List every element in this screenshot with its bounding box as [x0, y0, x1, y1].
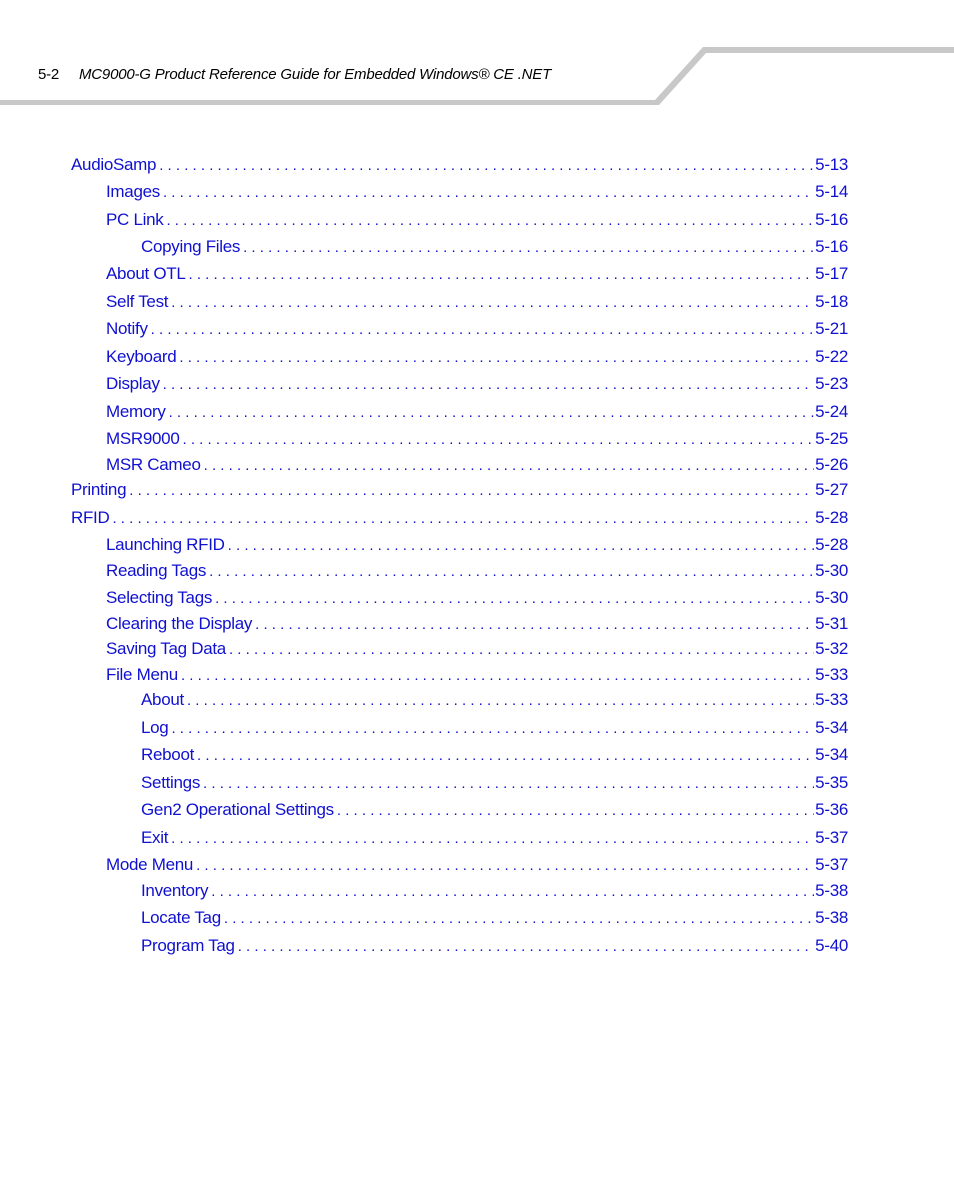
toc-entry-page: 5-38 — [815, 908, 848, 927]
toc-leader-dots — [169, 403, 815, 423]
toc-entry-label: Program Tag — [141, 936, 235, 955]
toc-entry-self-test[interactable] — [106, 292, 848, 313]
toc-entry-page: 5-33 — [815, 665, 848, 684]
header-page-number: 5-2 — [38, 66, 60, 83]
toc-entry-reading-tags[interactable] — [106, 561, 848, 582]
header-document-title: MC9000-G Product Reference Guide for Embedded Windows® CE .NET — [79, 66, 552, 83]
toc-leader-dots — [183, 430, 815, 450]
toc-entry-page: 5-37 — [815, 828, 848, 847]
toc-entry-copying-files[interactable] — [141, 237, 848, 258]
toc-entry-page: 5-32 — [815, 639, 848, 658]
toc-entry-label: Reboot — [141, 745, 195, 764]
toc-entry-label: AudioSamp — [71, 155, 157, 174]
toc-entry-label: Locate Tag — [141, 908, 221, 927]
toc-entry-label: Display — [106, 374, 160, 393]
toc-leader-dots — [238, 937, 814, 957]
toc-entry-launching-rfid[interactable] — [106, 535, 848, 556]
toc-leader-dots — [204, 456, 815, 476]
toc-entry-label: About — [141, 690, 184, 709]
toc-entry-about-otl[interactable] — [106, 264, 848, 285]
toc-entry-label: Log — [141, 718, 169, 737]
toc-entry-images[interactable] — [106, 182, 848, 203]
toc-leader-dots — [151, 320, 815, 340]
toc-entry-page: 5-27 — [815, 480, 848, 499]
toc-entry-keyboard[interactable] — [106, 347, 848, 368]
toc-entry-gen2-operational-settings[interactable] — [141, 800, 848, 821]
toc-entry-printing[interactable] — [71, 480, 848, 501]
toc-entry-label: Notify — [106, 319, 148, 338]
toc-entry-page: 5-28 — [815, 508, 848, 527]
toc-entry-label: Gen2 Operational Settings — [141, 800, 334, 819]
toc-entry-page: 5-30 — [815, 561, 848, 580]
toc-entry-page: 5-30 — [815, 588, 848, 607]
toc-leader-dots — [187, 691, 814, 711]
toc-entry-label: Inventory — [141, 881, 209, 900]
toc-entry-mode-menu[interactable] — [106, 855, 848, 876]
toc-leader-dots — [228, 536, 815, 556]
toc-entry-page: 5-28 — [815, 535, 848, 554]
toc-entry-rfid[interactable] — [71, 508, 848, 529]
toc-entry-pc-link[interactable] — [106, 210, 848, 231]
toc-entry-locate-tag[interactable] — [141, 908, 848, 929]
toc-leader-dots — [179, 348, 814, 368]
toc-leader-dots — [255, 615, 814, 635]
toc-entry-label: Exit — [141, 828, 169, 847]
toc-leader-dots — [171, 829, 814, 849]
running-header — [38, 66, 551, 83]
toc-entry-label: MSR9000 — [106, 429, 180, 448]
toc-leader-dots — [337, 801, 814, 821]
toc-leader-dots — [171, 293, 814, 313]
toc-leader-dots — [112, 509, 814, 529]
toc-entry-page: 5-25 — [815, 429, 848, 448]
toc-entry-program-tag[interactable] — [141, 936, 848, 957]
toc-entry-msr9000[interactable] — [106, 429, 848, 450]
toc-entry-saving-tag-data[interactable] — [106, 639, 848, 660]
toc-entry-log[interactable] — [141, 718, 848, 739]
toc-entry-label: Saving Tag Data — [106, 639, 226, 658]
toc-entry-label: Images — [106, 182, 160, 201]
toc-entry-page: 5-17 — [815, 264, 848, 283]
toc-entry-page: 5-34 — [815, 718, 848, 737]
toc-leader-dots — [181, 666, 814, 686]
toc-entry-page: 5-16 — [815, 237, 848, 256]
toc-entry-msr-cameo[interactable] — [106, 455, 848, 476]
toc-entry-label: MSR Cameo — [106, 455, 201, 474]
toc-entry-label: PC Link — [106, 210, 164, 229]
toc-leader-dots — [209, 562, 814, 582]
toc-entry-memory[interactable] — [106, 402, 848, 423]
toc-leader-dots — [159, 156, 814, 176]
toc-entry-settings[interactable] — [141, 773, 848, 794]
toc-entry-label: Reading Tags — [106, 561, 207, 580]
toc-entry-file-menu[interactable] — [106, 665, 848, 686]
toc-leader-dots — [196, 856, 814, 876]
toc-leader-dots — [229, 640, 814, 660]
toc-entry-label: File Menu — [106, 665, 178, 684]
toc-entry-page: 5-34 — [815, 745, 848, 764]
toc-entry-page: 5-23 — [815, 374, 848, 393]
toc-leader-dots — [166, 211, 814, 231]
toc-entry-page: 5-33 — [815, 690, 848, 709]
toc-leader-dots — [211, 882, 814, 902]
header-rule — [0, 0, 954, 110]
toc-entry-label: Printing — [71, 480, 127, 499]
toc-entry-page: 5-38 — [815, 881, 848, 900]
toc-leader-dots — [189, 265, 815, 285]
toc-entry-label: Copying Files — [141, 237, 241, 256]
toc-entry-notify[interactable] — [106, 319, 848, 340]
toc-leader-dots — [129, 481, 814, 501]
toc-leader-dots — [243, 238, 814, 258]
toc-entry-label: Mode Menu — [106, 855, 194, 874]
toc-entry-page: 5-13 — [815, 155, 848, 174]
toc-entry-page: 5-26 — [815, 455, 848, 474]
toc-entry-label: RFID — [71, 508, 110, 527]
toc-entry-clearing-the-display[interactable] — [106, 614, 848, 635]
toc-entry-label: Keyboard — [106, 347, 177, 366]
toc-entry-label: About OTL — [106, 264, 186, 283]
toc-entry-page: 5-31 — [815, 614, 848, 633]
toc-entry-audiosamp[interactable] — [71, 155, 848, 176]
toc-leader-dots — [197, 746, 814, 766]
toc-entry-page: 5-24 — [815, 402, 848, 421]
toc-leader-dots — [171, 719, 814, 739]
toc-leader-dots — [163, 375, 815, 395]
toc-entry-page: 5-37 — [815, 855, 848, 874]
toc-entry-exit[interactable] — [141, 828, 848, 849]
toc-entry-label: Clearing the Display — [106, 614, 253, 633]
toc-entry-inventory[interactable] — [141, 881, 848, 902]
toc-entry-page: 5-18 — [815, 292, 848, 311]
toc-leader-dots — [163, 183, 814, 203]
toc-entry-label: Memory — [106, 402, 166, 421]
toc-entry-about[interactable] — [141, 690, 848, 711]
toc-entry-page: 5-21 — [815, 319, 848, 338]
toc-entry-display[interactable] — [106, 374, 848, 395]
toc-entry-page: 5-16 — [815, 210, 848, 229]
toc-entry-label: Settings — [141, 773, 201, 792]
toc-leader-dots — [224, 909, 814, 929]
toc-entry-page: 5-35 — [815, 773, 848, 792]
toc-leader-dots — [203, 774, 814, 794]
toc-entry-reboot[interactable] — [141, 745, 848, 766]
toc-entry-page: 5-14 — [815, 182, 848, 201]
toc-entry-label: Selecting Tags — [106, 588, 213, 607]
toc-entry-label: Launching RFID — [106, 535, 225, 554]
toc-entry-page: 5-22 — [815, 347, 848, 366]
toc-entry-selecting-tags[interactable] — [106, 588, 848, 609]
toc-entry-page: 5-40 — [815, 936, 848, 955]
toc-entry-label: Self Test — [106, 292, 169, 311]
toc-leader-dots — [215, 589, 814, 609]
toc-entry-page: 5-36 — [815, 800, 848, 819]
